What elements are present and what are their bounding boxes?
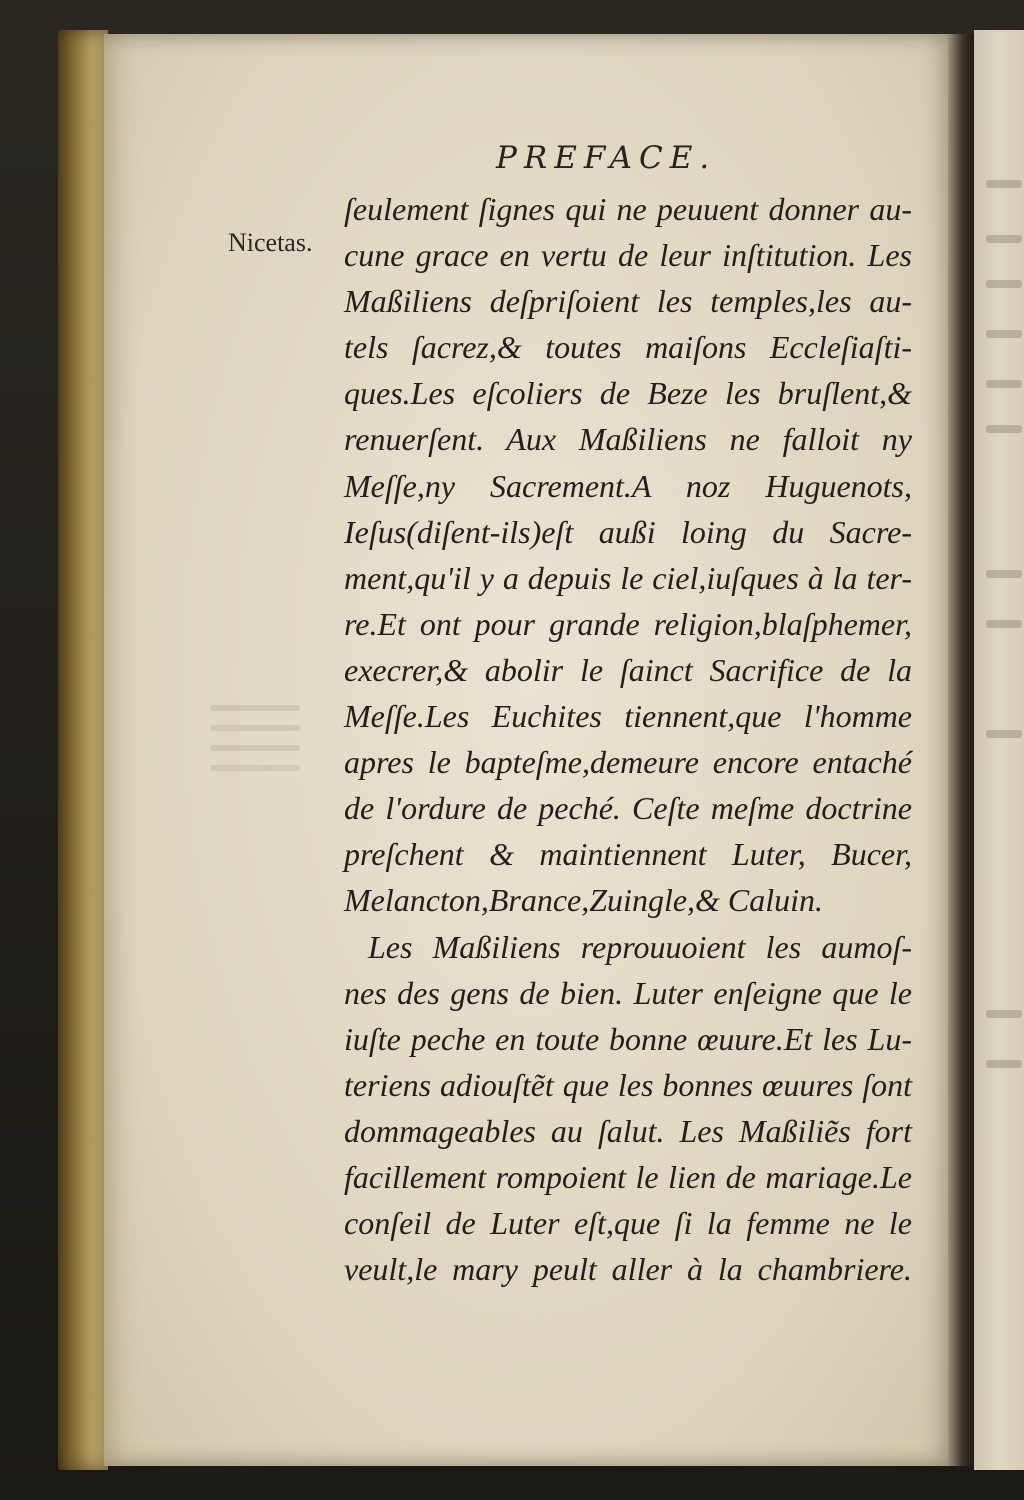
text-line: de l'ordure de peché. Ceſte meſme doctrine	[344, 790, 912, 827]
text-line: nes des gens de bien. Luter enſeigne que le	[344, 974, 912, 1011]
text-line: Ieſus(diſent-ils)eſt außi loing du Sacre-	[344, 513, 912, 550]
text-line: ment,qu'il y a depuis le ciel,iuſques à la ter-	[344, 559, 912, 596]
vellum-binding-edge	[58, 30, 108, 1470]
facing-page-edge	[974, 30, 1024, 1470]
text-line: ques.Les eſcoliers de Beze les bruſlent,&	[344, 375, 912, 412]
text-line: execrer,& abolir le ſainct Sacrifice de la	[344, 651, 912, 688]
text-line: Les Maßiliens reprouuoient les aumoſ-	[368, 928, 912, 965]
text-line: dommageables au ſalut. Les Maßiliẽs fort	[344, 1112, 912, 1149]
show-through-ink	[210, 705, 300, 800]
margin-note: Nicetas.	[228, 228, 313, 257]
text-line: ſeulement ſignes qui ne peuuent donner au-	[344, 191, 912, 227]
text-line: teriens adiouſtẽt que les bonnes œuures ſont	[344, 1066, 912, 1103]
text-line: Maßiliens deſpriſoient les temples,les au-	[344, 283, 912, 320]
text-line: apres le bapteſme,demeure encore entaché	[344, 744, 912, 781]
text-line: cune grace en vertu de leur inſtitution. Les	[344, 237, 912, 274]
text-line: Meſſe.Les Euchites tiennent,que l'homme	[344, 698, 912, 735]
text-line: veult,le mary peult aller à la chambriere.	[344, 1251, 912, 1288]
body-text	[344, 186, 912, 1292]
text-line: Meſſe,ny Sacrement.A noz Huguenots,	[344, 467, 912, 504]
text-line: Melancton,Brance,Zuingle,& Caluin.	[344, 882, 824, 919]
text-line: tels ſacrez,& toutes maiſons Eccleſiaſti-	[344, 329, 912, 366]
text-line: facillement rompoient le lien de mariage.Le	[344, 1158, 912, 1195]
page-gutter	[948, 34, 974, 1466]
text-line: conſeil de Luter eſt,que ſi la femme ne le	[344, 1205, 912, 1242]
text-line: preſchent & maintiennent Luter, Bucer,	[344, 836, 912, 873]
running-head: PREFACE.	[496, 140, 717, 176]
text-line: renuerſent. Aux Maßiliens ne falloit ny	[344, 421, 912, 458]
text-line: iuſte peche en toute bonne œuure.Et les Lu-	[344, 1020, 912, 1057]
text-line: re.Et ont pour grande religion,blaſphemer,	[344, 605, 912, 642]
